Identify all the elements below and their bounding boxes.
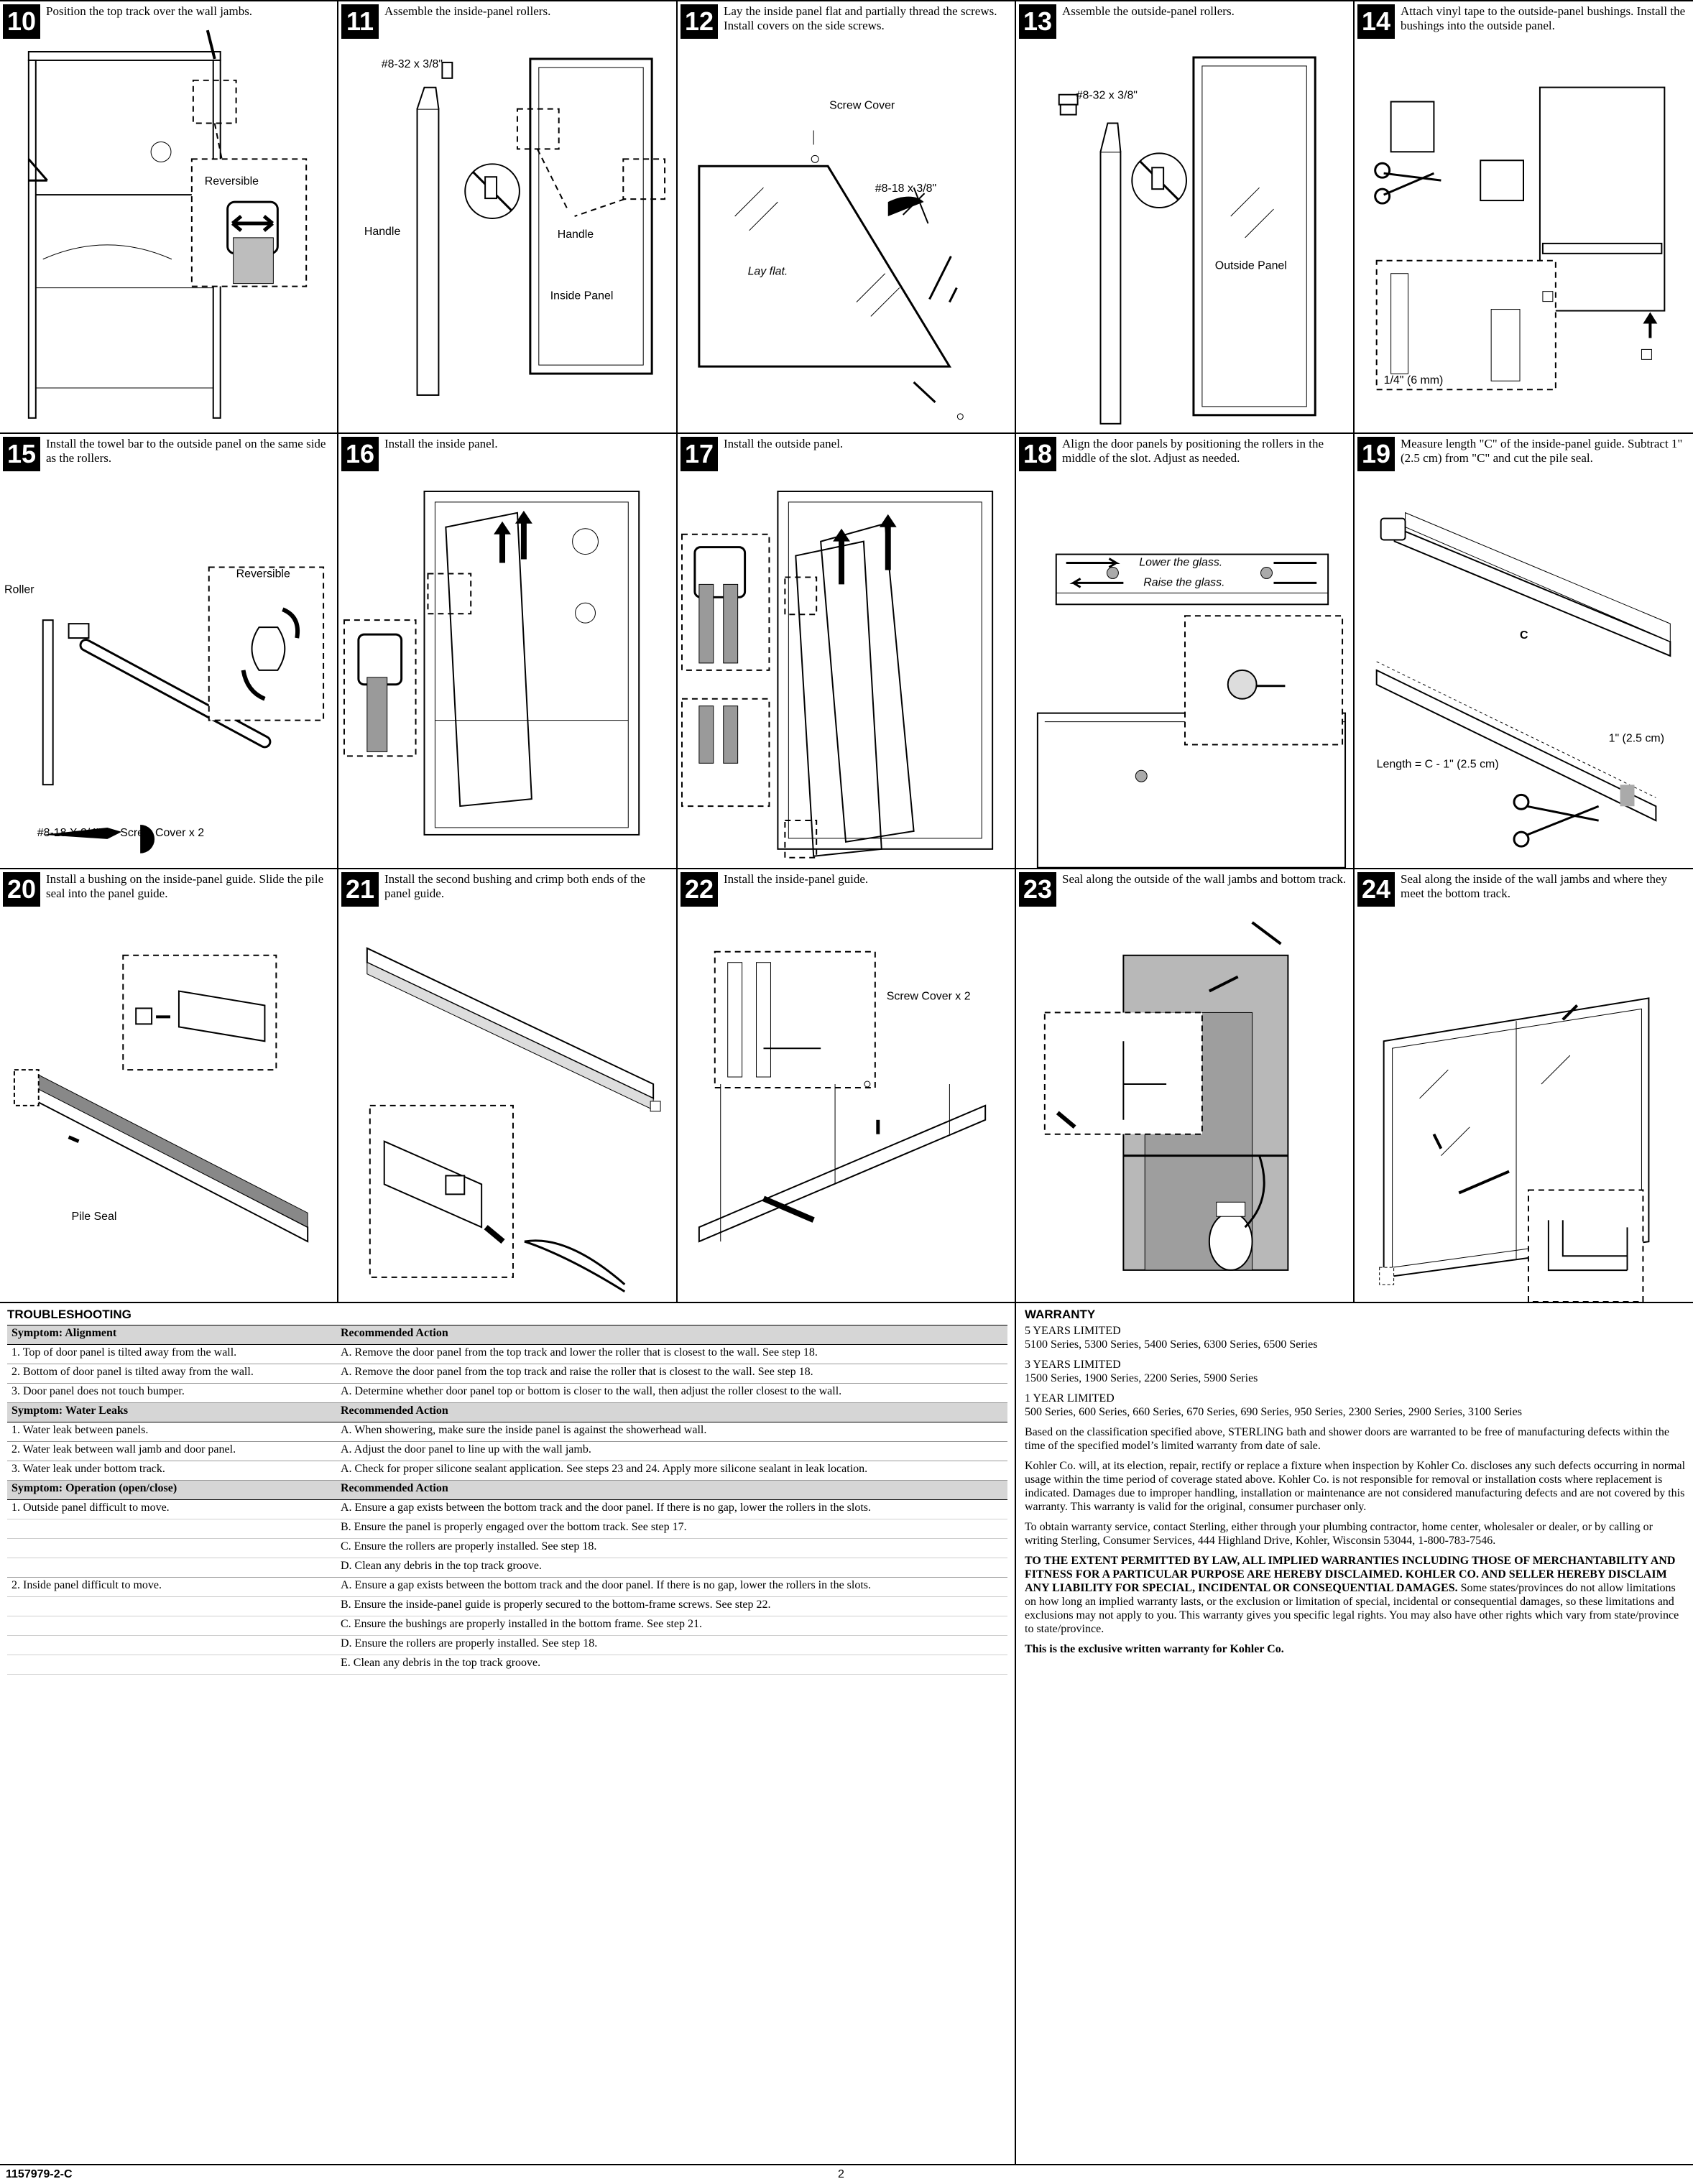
step-14: [1355, 1, 1693, 432]
warranty-section: [1025, 1308, 1686, 1662]
step-12: [678, 1, 1016, 432]
step-18-illustration: [1016, 434, 1353, 868]
step-13-text: Assemble the outside-panel rollers.: [1062, 4, 1235, 18]
step-15-label-1: Reversible: [236, 568, 290, 580]
step-24: [1355, 869, 1693, 1302]
symptom-cell: 1. Top of door panel is tilted away from the wall.: [7, 1345, 336, 1364]
action-cell: B. Ensure the inside-panel guide is properly secured to the bottom-frame screws. See step 22.: [336, 1597, 1007, 1616]
step-10-illustration: [0, 1, 337, 432]
table-row: [7, 1364, 1007, 1384]
table-row: [7, 1578, 1007, 1597]
table-row: [7, 1655, 1007, 1675]
step-14-label-0: 1/4" (6 mm): [1383, 374, 1444, 387]
symptom-cell: 1. Water leak between panels.: [7, 1422, 336, 1442]
step-22-label-0: Screw Cover x 2: [886, 990, 971, 1003]
table-row: [7, 1422, 1007, 1442]
step-16-illustration: [338, 434, 676, 868]
action-header: Recommended Action: [336, 1325, 1007, 1345]
step-21-number: 21: [341, 872, 379, 907]
step-17: [678, 434, 1016, 868]
step-11-number: 11: [341, 4, 379, 39]
table-row: [7, 1461, 1007, 1481]
step-19-illustration: [1355, 434, 1693, 868]
tier-name: 1 YEAR LIMITED: [1025, 1392, 1115, 1405]
action-cell: D. Ensure the rollers are properly installed. See step 18.: [336, 1636, 1007, 1655]
page-footer: [0, 2164, 1693, 2184]
step-19-label-1: 1" (2.5 cm): [1608, 732, 1665, 745]
step-15-label-3: Screw Cover x 2: [120, 826, 205, 839]
step-22-text: Install the inside-panel guide.: [724, 872, 869, 886]
step-11-label-0: #8-32 x 3/8": [381, 57, 443, 70]
step-20-text: Install a bushing on the inside-panel guide. Slide the pile seal into the panel guide.: [46, 872, 324, 900]
step-12-number: 12: [681, 4, 718, 39]
symptom-header: Symptom: Operation (open/close): [7, 1481, 336, 1500]
step-11-label-1: Handle: [364, 225, 401, 238]
step-10-label-0: Reversible: [204, 175, 259, 188]
step-19-label-2: Length = C - 1" (2.5 cm): [1376, 758, 1499, 771]
step-12-label-2: Lay flat.: [747, 265, 788, 278]
troubleshooting-section: [7, 1308, 1007, 1675]
action-cell: C. Ensure the bushings are properly installed in the bottom frame. See step 21.: [336, 1616, 1007, 1636]
step-16-number: 16: [341, 437, 379, 471]
step-15: [0, 434, 338, 868]
action-cell: D. Clean any debris in the top track groove.: [336, 1558, 1007, 1578]
table-row: [7, 1636, 1007, 1655]
step-19-number: 19: [1357, 437, 1395, 471]
step-13-number: 13: [1019, 4, 1056, 39]
symptom-cell: 2. Water leak between wall jamb and door panel.: [7, 1442, 336, 1461]
troubleshooting-table: [7, 1325, 1007, 1675]
action-cell: A. When showering, make sure the inside panel is against the showerhead wall.: [336, 1422, 1007, 1442]
step-17-number: 17: [681, 437, 718, 471]
table-group-header: [7, 1481, 1007, 1500]
step-24-illustration: [1355, 869, 1693, 1302]
action-cell: B. Ensure the panel is properly engaged over the bottom track. See step 17.: [336, 1519, 1007, 1539]
tier-series: 500 Series, 600 Series, 660 Series, 670 Series, 690 Series, 950 Series, 2300 Series, 2900 Series, 3100 Series: [1025, 1406, 1522, 1418]
table-row: [7, 1597, 1007, 1616]
table-group-header: [7, 1403, 1007, 1422]
step-10-number: 10: [3, 4, 40, 39]
step-24-number: 24: [1357, 872, 1395, 907]
step-20: [0, 869, 338, 1302]
step-15-illustration: [0, 434, 337, 868]
step-20-illustration: [0, 869, 337, 1302]
step-18-text: Align the door panels by positioning the rollers in the middle of the slot. Adjust as needed.: [1062, 437, 1324, 465]
column-divider: [1015, 1302, 1016, 2164]
step-20-label-0: Pile Seal: [71, 1211, 117, 1223]
table-row: [7, 1616, 1007, 1636]
symptom-cell: 1. Outside panel difficult to move.: [7, 1500, 336, 1519]
warranty-disclaimer: [1025, 1554, 1686, 1636]
step-19-text: Measure length "C" of the inside-panel guide. Subtract 1" (2.5 cm) from "C" and cut the pile seal.: [1401, 437, 1683, 465]
step-14-text: Attach vinyl tape to the outside-panel bushings. Install the bushings into the outside panel.: [1401, 4, 1686, 32]
step-23-text: Seal along the outside of the wall jambs and bottom track.: [1062, 872, 1347, 886]
step-21-illustration: [338, 869, 676, 1302]
action-cell: A. Adjust the door panel to line up with the wall jamb.: [336, 1442, 1007, 1461]
action-cell: A. Ensure a gap exists between the bottom track and the door panel. If there is no gap, lower the rollers in the slots.: [336, 1578, 1007, 1597]
step-12-text: Lay the inside panel flat and partially thread the screws. Install covers on the side screws.: [724, 4, 997, 32]
step-11: [338, 1, 678, 432]
table-row: [7, 1442, 1007, 1461]
table-row: [7, 1384, 1007, 1403]
action-cell: A. Ensure a gap exists between the bottom track and the door panel. If there is no gap, lower the rollers in the slots.: [336, 1500, 1007, 1519]
page-number: 2: [838, 2168, 844, 2180]
steps-row-3: [0, 869, 1693, 1303]
step-10-text: Position the top track over the wall jambs.: [46, 4, 253, 18]
action-header: Recommended Action: [336, 1403, 1007, 1422]
action-cell: C. Ensure the rollers are properly installed. See step 18.: [336, 1539, 1007, 1558]
step-15-label-2: #8-18 X 3/4": [37, 826, 101, 839]
tier-series: 1500 Series, 1900 Series, 2200 Series, 5900 Series: [1025, 1372, 1258, 1384]
step-11-label-3: Inside Panel: [550, 290, 614, 302]
step-15-label-0: Roller: [4, 583, 34, 596]
step-13: [1016, 1, 1355, 432]
step-14-illustration: [1355, 1, 1693, 432]
warranty-tier: [1025, 1324, 1686, 1351]
step-22-illustration: [678, 869, 1015, 1302]
step-11-label-2: Handle: [557, 228, 594, 241]
symptom-cell: 2. Inside panel difficult to move.: [7, 1578, 336, 1597]
step-18: [1016, 434, 1355, 868]
table-row: [7, 1500, 1007, 1519]
document-number: 1157979-2-C: [6, 2168, 73, 2180]
step-11-illustration: [338, 1, 676, 432]
step-22-number: 22: [681, 872, 718, 907]
table-row: [7, 1345, 1007, 1364]
step-14-number: 14: [1357, 4, 1395, 39]
step-24-text: Seal along the inside of the wall jambs and where they meet the bottom track.: [1401, 872, 1668, 900]
action-cell: E. Clean any debris in the top track groove.: [336, 1655, 1007, 1675]
action-header: Recommended Action: [336, 1481, 1007, 1500]
steps-row-1: [0, 1, 1693, 434]
step-23: [1016, 869, 1355, 1302]
steps-row-2: [0, 434, 1693, 869]
symptom-cell: 2. Bottom of door panel is tilted away from the wall.: [7, 1364, 336, 1384]
table-row: [7, 1558, 1007, 1578]
step-16: [338, 434, 678, 868]
step-19: [1355, 434, 1693, 868]
step-17-illustration: [678, 434, 1015, 868]
step-22: [678, 869, 1016, 1302]
action-cell: A. Remove the door panel from the top track and lower the roller that is closest to the wall. See step 18.: [336, 1345, 1007, 1364]
table-row: [7, 1539, 1007, 1558]
step-17-text: Install the outside panel.: [724, 437, 844, 450]
warranty-title: WARRANTY: [1025, 1308, 1096, 1321]
step-12-illustration: [678, 1, 1015, 432]
symptom-cell: 3. Water leak under bottom track.: [7, 1461, 336, 1481]
warranty-tier: [1025, 1358, 1686, 1385]
step-13-label-0: #8-32 x 3/8": [1076, 89, 1138, 102]
table-group-header: [7, 1325, 1007, 1345]
step-12-label-0: Screw Cover: [829, 99, 895, 112]
step-19-label-0: C: [1520, 629, 1528, 642]
troubleshooting-title: TROUBLESHOOTING: [7, 1308, 132, 1321]
step-12-label-1: #8-18 x 3/8": [875, 182, 937, 195]
warranty-exclusive-note: This is the exclusive written warranty for Kohler Co.: [1025, 1643, 1284, 1655]
step-11-text: Assemble the inside-panel rollers.: [384, 4, 551, 18]
step-23-illustration: [1016, 869, 1353, 1302]
action-cell: A. Check for proper silicone sealant application. See steps 23 and 24. Apply more silicone sealant in leak location.: [336, 1461, 1007, 1481]
warranty-paragraph: To obtain warranty service, contact Sterling, either through your plumbing contractor, home center, wholesaler or dealer, or by calling or writing Sterling, Consumer Services, 444 Highland Drive, Kohler, Wisconsin 53044, 1-800-783-7546.: [1025, 1521, 1653, 1547]
step-18-number: 18: [1019, 437, 1056, 471]
step-16-text: Install the inside panel.: [384, 437, 498, 450]
action-cell: A. Remove the door panel from the top track and raise the roller that is closest to the wall. See step 18.: [336, 1364, 1007, 1384]
warranty-paragraph: Based on the classification specified above, STERLING bath and shower doors are warranted to be free of manufacturing defects within the time of the specified model’s limited warranty from date of sale.: [1025, 1426, 1670, 1452]
step-15-number: 15: [3, 437, 40, 471]
symptom-header: Symptom: Alignment: [7, 1325, 336, 1345]
table-row: [7, 1519, 1007, 1539]
disclaimer-caps: TO THE EXTENT PERMITTED BY LAW, ALL IMPLIED WARRANTIES INCLUDING THOSE OF MERCHANTABILITY AND FITNESS FOR A PARTICULAR PURPOSE ARE HEREBY DISCLAIMED. KOHLER CO. AND SELLER HEREBY DISCLAIM ANY LIABILITY FOR SPECIAL, INCIDENTAL OR CONSEQUENTIAL DAMAGES.: [1025, 1555, 1676, 1594]
tier-name: 5 YEARS LIMITED: [1025, 1325, 1121, 1337]
lower-section: [0, 1302, 1693, 2164]
step-20-number: 20: [3, 872, 40, 907]
step-10: [0, 1, 338, 432]
symptom-header: Symptom: Water Leaks: [7, 1403, 336, 1422]
disclaimer-rest: Some states/provinces do not allow limitations on how long an implied warranty lasts, or the exclusion or limitation of special, incidental or consequential damages, so these limitations and exclusions may not apply to you. This warranty gives you specific legal rights. You may also have other rights which vary from state/province to state/province.: [1025, 1582, 1679, 1635]
step-21: [338, 869, 678, 1302]
step-18-label-0: Lower the glass.: [1139, 556, 1223, 569]
step-13-label-1: Outside Panel: [1214, 259, 1287, 272]
step-13-illustration: [1016, 1, 1353, 432]
step-23-number: 23: [1019, 872, 1056, 907]
step-18-label-1: Raise the glass.: [1143, 576, 1225, 589]
tier-series: 5100 Series, 5300 Series, 5400 Series, 6300 Series, 6500 Series: [1025, 1338, 1318, 1351]
action-cell: A. Determine whether door panel top or bottom is closer to the wall, then adjust the roller closest to the wall.: [336, 1384, 1007, 1403]
warranty-tier: [1025, 1392, 1686, 1419]
symptom-cell: 3. Door panel does not touch bumper.: [7, 1384, 336, 1403]
step-15-text: Install the towel bar to the outside panel on the same side as the rollers.: [46, 437, 326, 465]
tier-name: 3 YEARS LIMITED: [1025, 1359, 1121, 1371]
step-21-text: Install the second bushing and crimp both ends of the panel guide.: [384, 872, 646, 900]
warranty-paragraph: Kohler Co. will, at its election, repair, rectify or replace a fixture when inspection by Kohler Co. discloses any such defects occurring in normal usage within the time period of coverage stated above. Kohler Co. is not responsible for removal or installation costs where replacement is indicated. Damages due to improper handling, installation or maintenance are not considered manufacturing defects and are not covered by this warranty. This warranty is valid for the original, consumer purchaser only.: [1025, 1460, 1686, 1513]
